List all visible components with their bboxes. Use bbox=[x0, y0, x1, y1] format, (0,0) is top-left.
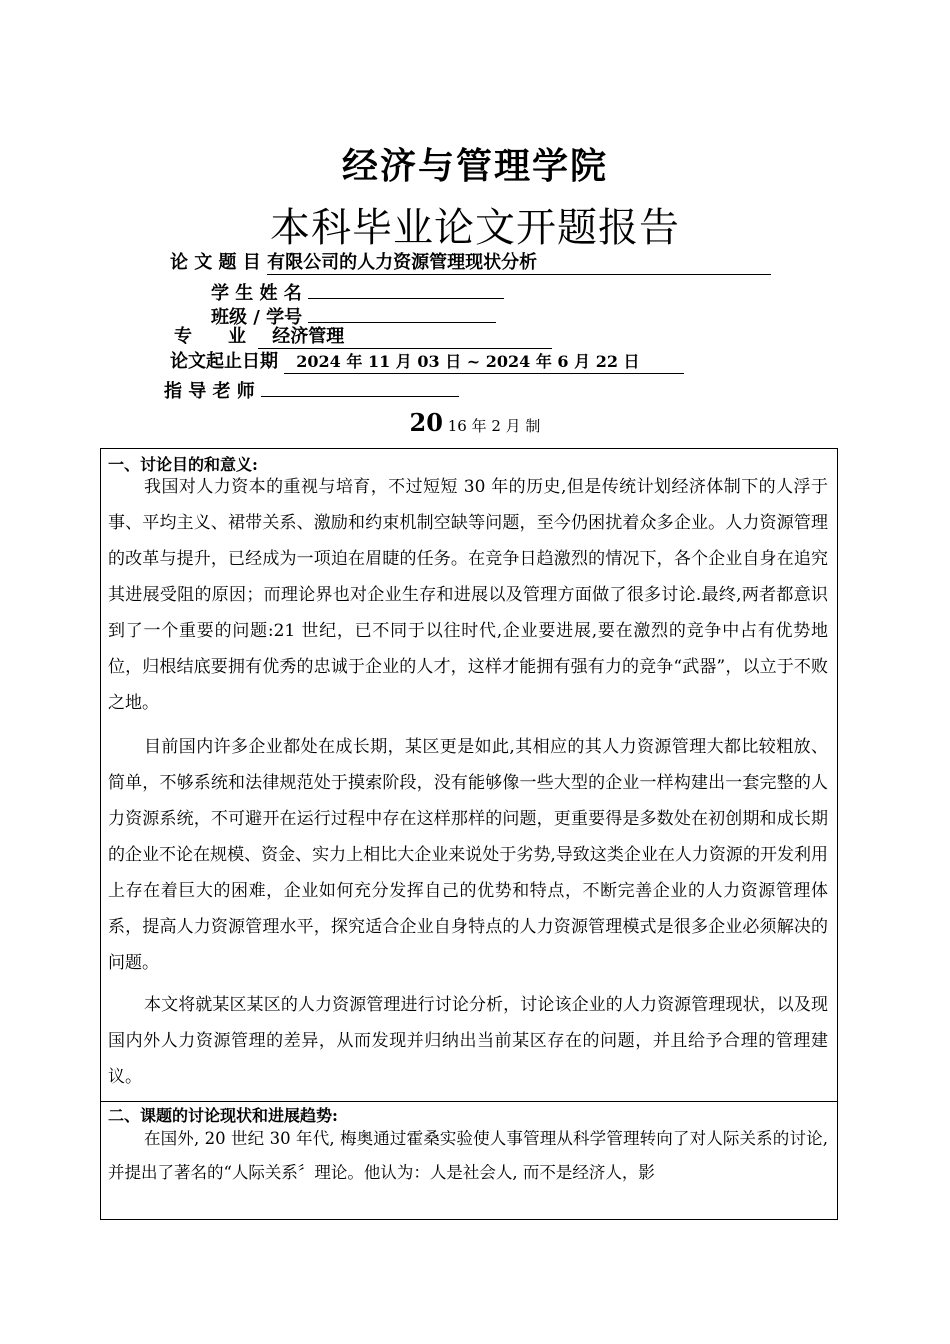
topic-value: 有限公司的人力资源管理现状分析 bbox=[267, 252, 771, 275]
topic-label: 论 文 题 目 bbox=[170, 252, 261, 273]
report-title: 本科毕业论文开题报告 bbox=[270, 205, 680, 251]
school-name: 经济与管理学院 bbox=[341, 146, 608, 187]
section2-paragraph-1: 在国外, 20 世纪 30 年代, 梅奥通过霍桑实验使人事管理从科学管理转向了对人际关系的讨论, 并提出了著名的“人际关系〞理论。他认为：人是社会人, 而不是经济人，影 bbox=[108, 1129, 828, 1182]
section1-paragraph-3: 本文将就某区某区的人力资源管理进行讨论分析，讨论该企业的人力资源管理现状，以及现国内外人力资源管理的差异，从而发现并归纳出当前某区存在的问题，并且给予合理的管理建议。 bbox=[108, 995, 828, 1087]
section-divider bbox=[100, 1101, 838, 1102]
dates-row bbox=[170, 351, 684, 374]
section1-heading: 一、讨论目的和意义: bbox=[108, 455, 258, 474]
section1-paragraph-2: 目前国内许多企业都处在成长期，某区更是如此,其相应的其人力资源管理大都比较粗放、简单，不够系统和法律规范处于摸索阶段，没有能够像一些大型的企业一样构建出一套完整的人力资源系统，不可避开在运行过程中存在这样那样的问题，更重要得是多数处在初创期和成长期的企业不论在规模、资金、实力上相比大企业来说处于劣势,导致这类企业在人力资源的开发利用上存在着巨大的困难，企业如何充分发挥自己的优势和特点，不断完善企业的人力资源管理体系，提高人力资源管理水平，探究适合企业自身特点的人力资源管理模式是很多企业必须解决的问题。 bbox=[108, 737, 828, 973]
dates-label: 论文起止日期 bbox=[170, 351, 278, 372]
section1-paragraph-1: 我国对人力资本的重视与培育，不过短短 30 年的历史,但是传统计划经济体制下的人浮于事、平均主义、裙带关系、激励和约束机制空缺等问题，至今仍困扰着众多企业。人力资源管理的改革与提升，已经成为一项迫在眉睫的任务。在竞争日趋激烈的情况下，各个企业自身在追究其进展受阻的原因；而理论界也对企业生存和进展以及管理方面做了很多讨论.最终,两者都意识到了一个重要的问题:21 世纪，已不同于以往时代,企业要进展,要在激烈的竞争中占有优势地位，归根结底要拥有优秀的忠诚于企业的人才，这样才能拥有强有力的竞争“武器”，以立于不败之地。 bbox=[108, 477, 828, 713]
made-year-prefix: 20 bbox=[409, 408, 443, 437]
student-name-row bbox=[211, 278, 504, 305]
major-label: 专 业 bbox=[174, 326, 246, 347]
major-row bbox=[174, 326, 552, 349]
made-date-rest: 16 年 2 月 制 bbox=[447, 417, 541, 435]
made-date bbox=[0, 408, 950, 437]
class-id-label: 班级 / 学号 bbox=[211, 307, 303, 328]
section2-heading: 二、课题的讨论现状和进展趋势: bbox=[108, 1106, 338, 1125]
class-id-value bbox=[308, 302, 496, 323]
dates-value: 2024 年 11 月 03 日 ~ 2024 年 6 月 22 日 bbox=[284, 351, 684, 374]
advisor-row bbox=[164, 376, 459, 403]
advisor-label: 指 导 老 师 bbox=[164, 381, 255, 402]
major-value: 经济管理 bbox=[258, 326, 552, 349]
student-name-value bbox=[308, 278, 504, 299]
student-name-label: 学 生 姓 名 bbox=[211, 283, 302, 304]
class-id-row bbox=[211, 302, 496, 329]
topic-row bbox=[170, 252, 771, 275]
advisor-value bbox=[261, 376, 459, 397]
